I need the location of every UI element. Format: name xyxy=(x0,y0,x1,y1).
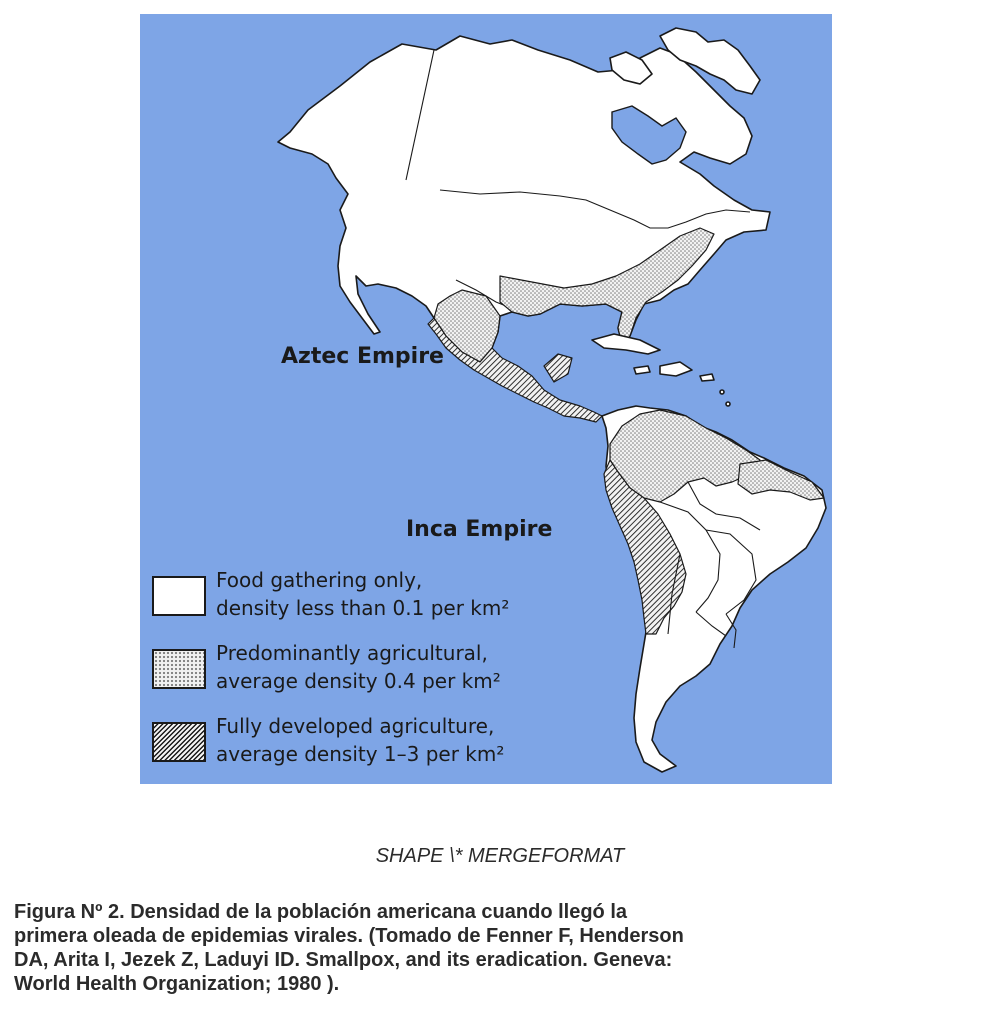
aztec-empire-label: Aztec Empire xyxy=(281,344,444,369)
legend-label xyxy=(216,712,504,768)
shape-field-caption: SHAPE \* MERGEFORMAT xyxy=(375,845,625,867)
caption-line-1: Figura Nº 2. Densidad de la población americana cuando llegó la xyxy=(14,901,628,923)
legend-line-2: average density 0.4 per km² xyxy=(216,669,501,693)
caption-line-2: primera oleada de epidemias virales. (Tomado de Fenner F, Henderson xyxy=(14,925,684,947)
hispaniola xyxy=(660,362,692,376)
yucatan-developed xyxy=(544,354,572,382)
figure-caption xyxy=(14,900,974,996)
legend-line-1: Food gathering only, xyxy=(216,568,423,592)
cuba xyxy=(592,334,660,354)
legend-label xyxy=(216,639,501,695)
caption-line-4: World Health Organization; 1980 ). xyxy=(14,973,340,995)
inca-empire-label: Inca Empire xyxy=(406,517,553,542)
legend-item-developed xyxy=(152,712,712,768)
legend-label xyxy=(216,566,509,622)
hatch-swatch xyxy=(152,722,206,762)
jamaica xyxy=(634,366,650,374)
map-panel xyxy=(140,14,832,784)
legend-item-food-gathering xyxy=(152,566,712,622)
legend-item-agricultural xyxy=(152,639,712,695)
white-swatch xyxy=(152,576,206,616)
stipple-swatch xyxy=(152,649,206,689)
legend-line-2: average density 1–3 per km² xyxy=(216,742,505,766)
puerto-rico xyxy=(700,374,714,381)
legend-line-1: Predominantly agricultural, xyxy=(216,641,488,665)
legend-line-1: Fully developed agriculture, xyxy=(216,714,495,738)
legend-line-2: density less than 0.1 per km² xyxy=(216,596,510,620)
caption-line-3: DA, Arita I, Jezek Z, Laduyi ID. Smallpox, and its eradication. Geneva: xyxy=(14,949,673,971)
